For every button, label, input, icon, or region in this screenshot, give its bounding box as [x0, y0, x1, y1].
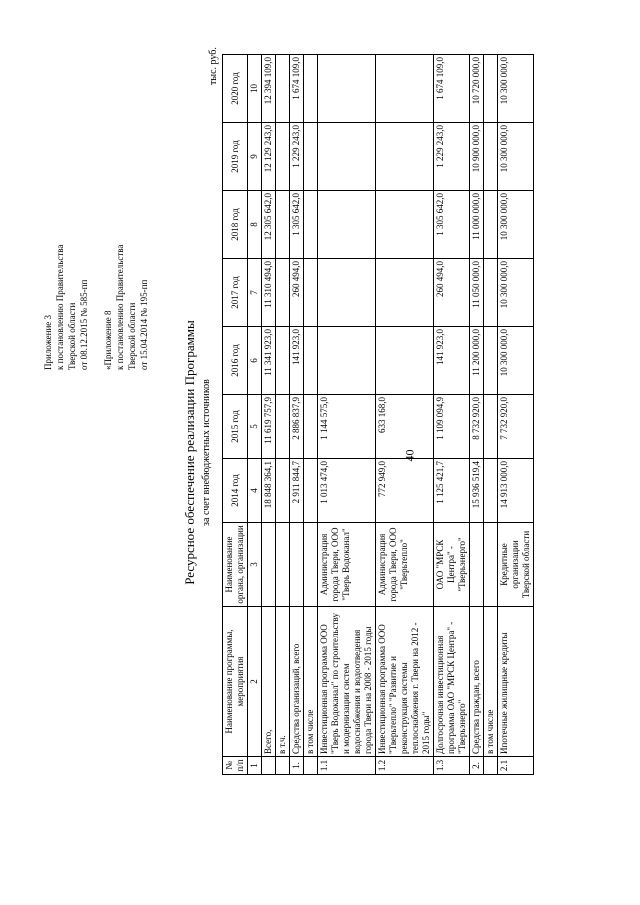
header-cell: № п/п — [223, 757, 248, 775]
annex-line: «Приложение 8 — [103, 310, 113, 370]
year-value: 7 732 920,0 — [498, 395, 534, 459]
year-value — [276, 55, 290, 123]
row-organization: Администрация города Твери, ООО "Тверьтепло" — [376, 523, 434, 607]
year-value — [276, 327, 290, 395]
year-value — [304, 327, 318, 395]
annex-line: Тверской области — [127, 302, 137, 370]
year-value — [276, 123, 290, 191]
row-name: Инвестиционная программа ООО "Тверь Водоканал" по строительству и модернизации систем водоснабжения и водоотведения города Твери на 2008 - 2015 годы — [318, 607, 376, 757]
table-row — [290, 55, 304, 775]
document-subtitle: за счет внебюджетных источников — [201, 379, 212, 526]
annex-line: Тверской области — [67, 302, 77, 370]
index-cell: 4 — [248, 459, 262, 523]
year-value: 18 848 364,1 — [262, 459, 276, 523]
year-value — [276, 459, 290, 523]
row-name: Средства организаций, всего — [290, 607, 304, 757]
year-value: 1 109 094,9 — [434, 395, 470, 459]
row-number — [484, 757, 498, 775]
year-value: 772 949,0 — [376, 459, 434, 523]
year-value: 14 913 000,0 — [498, 459, 534, 523]
unit-label: тыс. руб. — [208, 47, 219, 85]
year-value: 260 494,0 — [290, 259, 304, 327]
row-name: в том числе — [304, 607, 318, 757]
year-value: 10 300 000,0 — [498, 327, 534, 395]
table-row — [304, 55, 318, 775]
header-row — [223, 55, 248, 775]
year-value: 10 300 000,0 — [498, 55, 534, 123]
year-value — [304, 55, 318, 123]
year-value: 10 900 000,0 — [470, 123, 484, 191]
year-value — [484, 459, 498, 523]
year-value — [304, 459, 318, 523]
year-value — [304, 191, 318, 259]
year-value: 260 494,0 — [434, 259, 470, 327]
year-value: 633 168,0 — [376, 395, 434, 459]
row-organization — [276, 523, 290, 607]
row-number: 1. — [290, 757, 304, 775]
header-cell: 2017 год — [223, 259, 248, 327]
header-cell: 2019 год — [223, 123, 248, 191]
row-organization: ОАО "МРСК Центра" - "Тверьэнерго" — [434, 523, 470, 607]
index-cell: 10 — [248, 55, 262, 123]
year-value — [318, 123, 376, 191]
year-value: 12 305 642,0 — [262, 191, 276, 259]
year-value: 11 341 923,0 — [262, 327, 276, 395]
year-value: 1 013 474,0 — [318, 459, 376, 523]
year-value — [484, 191, 498, 259]
year-value — [276, 191, 290, 259]
year-value — [304, 395, 318, 459]
row-number — [304, 757, 318, 775]
year-value — [276, 395, 290, 459]
year-value: 1 305 642,0 — [290, 191, 304, 259]
annex-line: к постановлению Правительства — [55, 244, 65, 370]
row-name: Ипотечные жилищные кредиты — [498, 607, 534, 757]
year-value: 12 129 243,0 — [262, 123, 276, 191]
year-value: 10 300 000,0 — [498, 259, 534, 327]
year-value — [376, 327, 434, 395]
row-name: Долгосрочная инвестиционная программа ОАО "МРСК Центра" - "Тверьэнерго" — [434, 607, 470, 757]
row-number: 2.1 — [498, 757, 534, 775]
header-cell: 2020 год — [223, 55, 248, 123]
table-row — [376, 55, 434, 775]
row-name: Средства граждан, всего — [470, 607, 484, 757]
row-number: 1.1 — [318, 757, 376, 775]
index-cell: 2 — [248, 607, 262, 757]
year-value — [376, 259, 434, 327]
year-value: 1 229 243,0 — [290, 123, 304, 191]
header-cell: 2015 год — [223, 395, 248, 459]
year-value: 141 923,0 — [290, 327, 304, 395]
year-value — [376, 191, 434, 259]
table-row — [434, 55, 470, 775]
table-row — [470, 55, 484, 775]
year-value — [376, 123, 434, 191]
row-organization: Кредитные организации Тверской области — [498, 523, 534, 607]
year-value: 1 229 243,0 — [434, 123, 470, 191]
year-value: 11 000 000,0 — [470, 191, 484, 259]
column-index-row — [248, 55, 262, 775]
index-cell: 7 — [248, 259, 262, 327]
index-cell: 1 — [248, 757, 262, 775]
year-value — [484, 327, 498, 395]
funding-table — [222, 54, 534, 775]
year-value: 11 310 494,0 — [262, 259, 276, 327]
year-value: 8 732 920,0 — [470, 395, 484, 459]
row-number: 1.2 — [376, 757, 434, 775]
table-row — [498, 55, 534, 775]
row-organization — [262, 523, 276, 607]
row-organization — [304, 523, 318, 607]
row-organization — [470, 523, 484, 607]
year-value: 2 886 837,9 — [290, 395, 304, 459]
year-value — [318, 191, 376, 259]
row-number: 1.3 — [434, 757, 470, 775]
index-cell: 9 — [248, 123, 262, 191]
table-row — [484, 55, 498, 775]
year-value — [304, 259, 318, 327]
year-value: 10 720 000,0 — [470, 55, 484, 123]
annex-line: от 15.04.2014 № 195-пп — [139, 279, 149, 370]
table-row — [262, 55, 276, 775]
row-organization — [290, 523, 304, 607]
index-cell: 8 — [248, 191, 262, 259]
header-cell: 2018 год — [223, 191, 248, 259]
document-title: Ресурсное обеспечение реализации Программы — [182, 320, 197, 585]
annex-line: Приложение 3 — [43, 314, 53, 370]
year-value: 1 674 109,0 — [434, 55, 470, 123]
year-value: 2 911 844,7 — [290, 459, 304, 523]
year-value — [484, 55, 498, 123]
year-value: 1 305 642,0 — [434, 191, 470, 259]
year-value: 15 936 519,4 — [470, 459, 484, 523]
annex-line: к постановлению Правительства — [115, 244, 125, 370]
annex-line: от 08.12.2015 № 585-пп — [79, 279, 89, 370]
year-value: 1 674 109,0 — [290, 55, 304, 123]
row-name: в том числе — [484, 607, 498, 757]
header-cell: Наименование программы, мероприятия — [223, 607, 248, 757]
index-cell: 6 — [248, 327, 262, 395]
page-number: 40 — [402, 449, 417, 462]
year-value — [484, 123, 498, 191]
year-value — [318, 259, 376, 327]
year-value — [376, 55, 434, 123]
year-value: 1 144 575,0 — [318, 395, 376, 459]
year-value — [304, 123, 318, 191]
year-value: 141 923,0 — [434, 327, 470, 395]
year-value: 11 050 000,0 — [470, 259, 484, 327]
table-row — [318, 55, 376, 775]
table-row — [276, 55, 290, 775]
header-cell: Наименование органа, организации — [223, 523, 248, 607]
index-cell: 3 — [248, 523, 262, 607]
row-number — [262, 757, 276, 775]
row-number: 2. — [470, 757, 484, 775]
annex-block — [42, 245, 150, 370]
header-cell: 2014 год — [223, 459, 248, 523]
year-value — [318, 327, 376, 395]
year-value — [484, 395, 498, 459]
year-value: 12 394 109,0 — [262, 55, 276, 123]
row-organization — [484, 523, 498, 607]
row-organization: Администрация города Твери, ООО "Тверь Водоканал" — [318, 523, 376, 607]
row-name: в т.ч. — [276, 607, 290, 757]
row-name: Инвестиционная программа ООО "Тверьтепло" "Развитие и реконструкция системы теплоснабжения г. Твери на 2012 - 2015 годы" — [376, 607, 434, 757]
year-value: 11 619 757,9 — [262, 395, 276, 459]
header-cell: 2016 год — [223, 327, 248, 395]
year-value — [276, 259, 290, 327]
index-cell: 5 — [248, 395, 262, 459]
year-value — [484, 259, 498, 327]
year-value: 10 300 000,0 — [498, 123, 534, 191]
row-name: Всего, — [262, 607, 276, 757]
year-value: 1 125 421,7 — [434, 459, 470, 523]
year-value: 10 300 000,0 — [498, 191, 534, 259]
row-number — [276, 757, 290, 775]
year-value: 11 200 000,0 — [470, 327, 484, 395]
year-value — [318, 55, 376, 123]
